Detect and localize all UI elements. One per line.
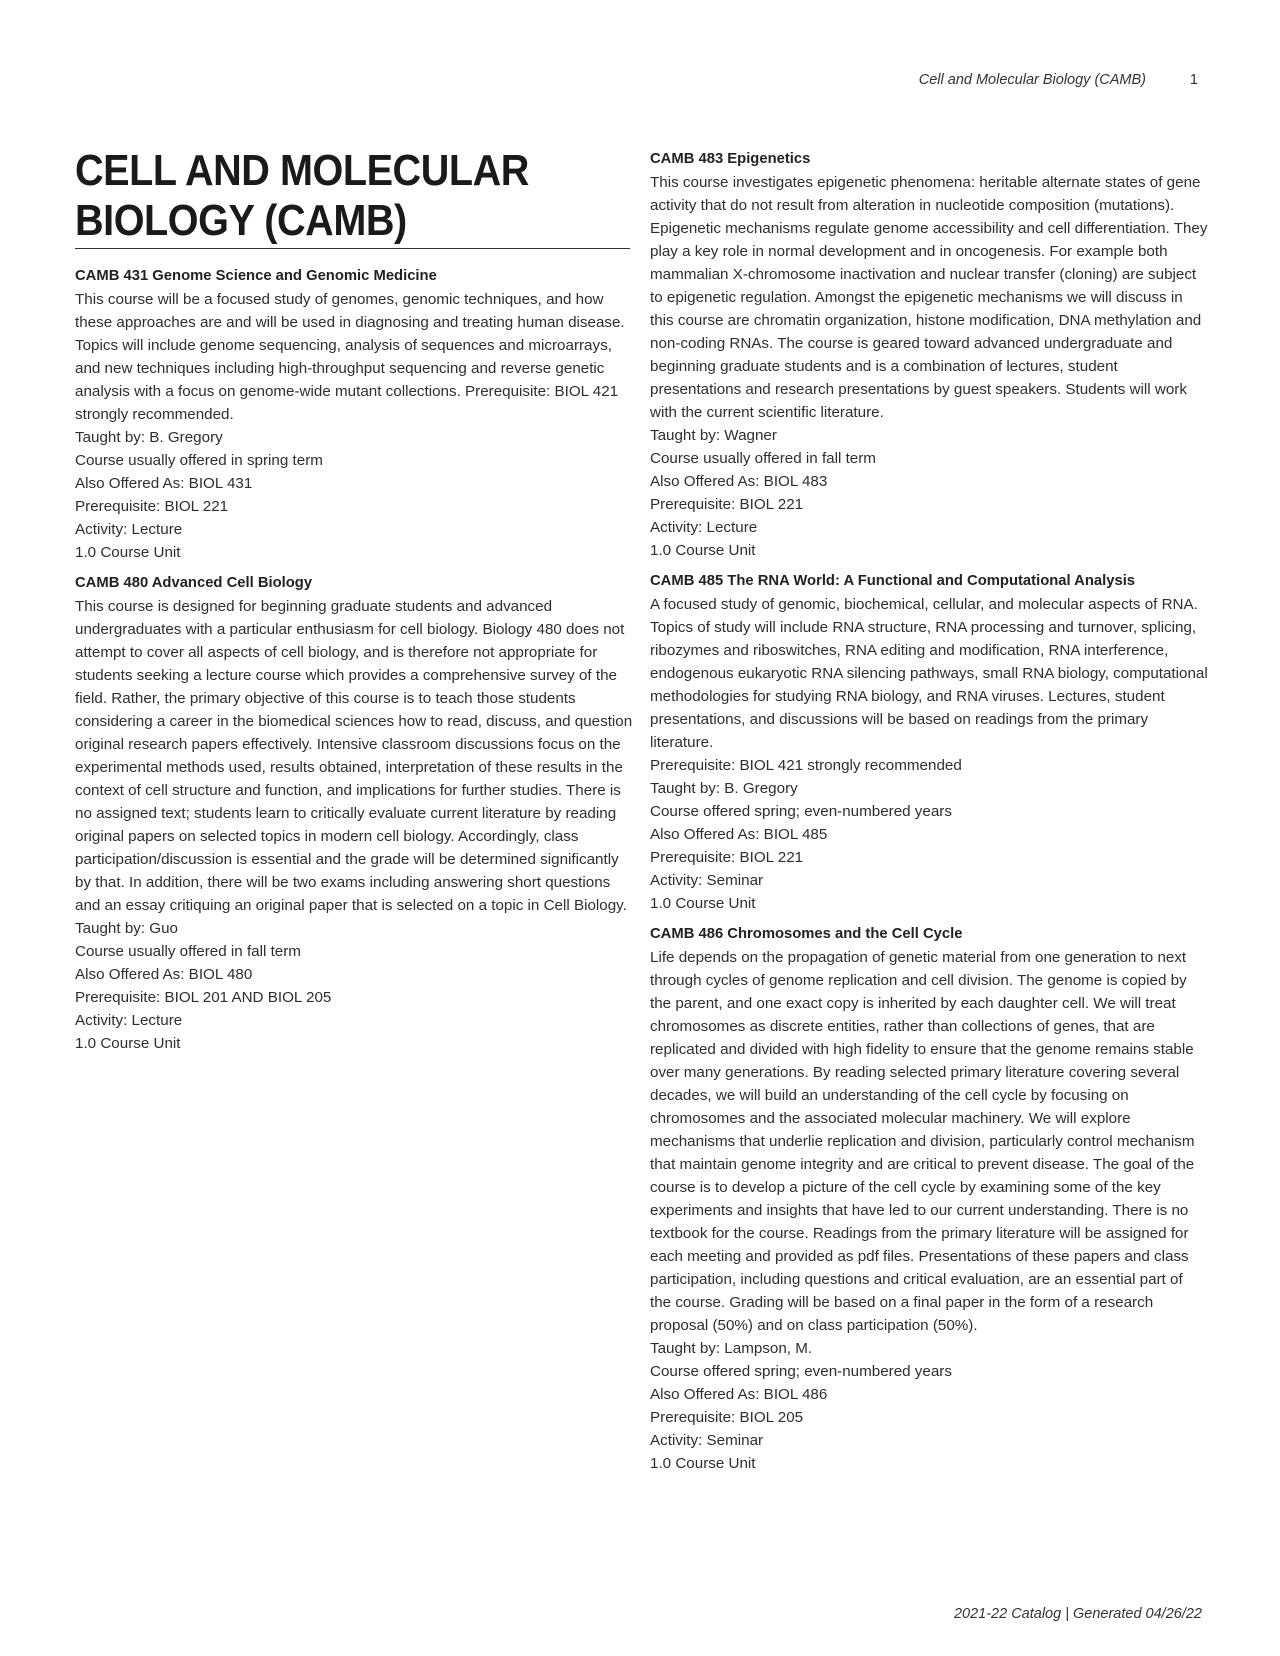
course-meta — [75, 917, 633, 1055]
activity: Activity: Seminar — [650, 872, 764, 889]
course-camb-480 — [75, 572, 633, 1055]
course-units: 1.0 Course Unit — [650, 542, 756, 559]
course-camb-483 — [650, 148, 1208, 562]
course-title: CAMB 483 Epigenetics — [650, 151, 811, 167]
page-title — [75, 146, 633, 246]
running-header — [0, 72, 1280, 94]
left-column — [75, 146, 633, 1063]
recommended-prerequisite: Prerequisite: BIOL 421 strongly recommended — [650, 757, 962, 774]
prerequisite: Prerequisite: BIOL 205 — [650, 1409, 804, 1426]
course-title: CAMB 480 Advanced Cell Biology — [75, 575, 313, 591]
course-title: CAMB 486 Chromosomes and the Cell Cycle — [650, 926, 963, 942]
also-offered-as: Also Offered As: BIOL 480 — [75, 966, 253, 983]
course-units: 1.0 Course Unit — [75, 544, 181, 561]
prerequisite: Prerequisite: BIOL 221 — [650, 849, 804, 866]
course-meta — [650, 424, 1208, 562]
page-title-line-2: BIOLOGY (CAMB) — [75, 196, 407, 245]
also-offered-as: Also Offered As: BIOL 486 — [650, 1386, 828, 1403]
course-meta — [650, 754, 1208, 915]
taught-by: Taught by: Guo — [75, 920, 179, 937]
right-column — [650, 146, 1208, 1483]
running-title: Cell and Molecular Biology (CAMB) — [918, 72, 1146, 88]
prerequisite: Prerequisite: BIOL 221 — [650, 496, 804, 513]
activity: Activity: Lecture — [650, 519, 758, 536]
course-units: 1.0 Course Unit — [75, 1035, 181, 1052]
course-title: CAMB 485 The RNA World: A Functional and Computational Analysis — [650, 573, 1136, 589]
course-units: 1.0 Course Unit — [650, 1455, 756, 1472]
term-offered: Course offered spring; even-numbered years — [650, 1363, 952, 1380]
taught-by: Taught by: B. Gregory — [75, 429, 223, 446]
course-description: This course investigates epigenetic phenomena: heritable alternate states of gene activity that do not result from alteration in nucleotide composition (mutations). Epigenetic mechanisms regulate genome accessibility and cell differentiation. They play a key role in normal development and in oncogenesis. For example both mammalian X-chromosome inactivation and nuclear transfer (cloning) are subject to epigenetic regulation. Amongst the epigenetic mechanisms we will discuss in this course are chromatin organization, histone modification, DNA methylation and non-coding RNAs. The course is geared toward advanced undergraduate and beginning graduate students and is a combination of lectures, student presentations and research presentations by guest speakers. Students will work with the current scientific literature. — [650, 174, 1208, 421]
course-description: This course is designed for beginning graduate students and advanced undergraduates with a particular enthusiasm for cell biology. Biology 480 does not attempt to cover all aspects of cell biology, and is therefore not appropriate for students seeking a lecture course which provides a comprehensive survey of the field. Rather, the primary objective of this course is to teach those students considering a career in the biomedical sciences how to read, discuss, and question original research papers effectively. Intensive classroom discussions focus on the experimental methods used, results obtained, interpretation of these results in the context of cell structure and function, and implications for further studies. There is no assigned text; students learn to critically evaluate current literature by reading original papers on selected topics in modern cell biology. Accordingly, class participation/discussion is essential and the grade will be determined significantly by that. In addition, there will be two exams including answering short questions and an essay critiquing an original paper that is selected on a topic in Cell Biology. — [75, 598, 633, 914]
course-camb-485 — [650, 570, 1208, 915]
activity: Activity: Seminar — [650, 1432, 764, 1449]
course-title: CAMB 431 Genome Science and Genomic Medicine — [75, 268, 437, 284]
term-offered: Course usually offered in spring term — [75, 452, 323, 469]
taught-by: Taught by: Wagner — [650, 427, 777, 444]
activity: Activity: Lecture — [75, 1012, 183, 1029]
taught-by: Taught by: B. Gregory — [650, 780, 798, 797]
course-description: A focused study of genomic, biochemical, cellular, and molecular aspects of RNA. Topics of study will include RNA structure, RNA processing and turnover, splicing, ribozymes and riboswitches, RNA editing and modification, RNA interference, endogenous eukaryotic RNA silencing pathways, small RNA biology, computational methodologies for studying RNA biology, and RNA viruses. Lectures, student presentations, and discussions will be based on readings from the primary literature. — [650, 596, 1208, 751]
course-camb-486 — [650, 923, 1208, 1475]
course-description: This course will be a focused study of genomes, genomic techniques, and how these approaches are and will be used in diagnosing and treating human disease. Topics will include genome sequencing, analysis of sequences and microarrays, and new techniques including high-throughput sequencing and reverse genetic analysis with a focus on genome-wide mutant collections. Prerequisite: BIOL 421 strongly recommended. — [75, 291, 625, 423]
course-camb-431 — [75, 265, 633, 564]
also-offered-as: Also Offered As: BIOL 485 — [650, 826, 828, 843]
taught-by: Taught by: Lampson, M. — [650, 1340, 813, 1357]
prerequisite: Prerequisite: BIOL 221 — [75, 498, 229, 515]
term-offered: Course usually offered in fall term — [650, 450, 876, 467]
page-title-line-1: CELL AND MOLECULAR — [75, 146, 529, 195]
prerequisite: Prerequisite: BIOL 201 AND BIOL 205 — [75, 989, 332, 1006]
page-number: 1 — [1189, 72, 1198, 88]
course-meta — [75, 426, 633, 564]
catalog-footer: 2021-22 Catalog | Generated 04/26/22 — [953, 1606, 1202, 1622]
also-offered-as: Also Offered As: BIOL 483 — [650, 473, 828, 490]
course-description: Life depends on the propagation of genetic material from one generation to next through cycles of genome replication and cell division. The genome is copied by the parent, and one exact copy is inherited by each daughter cell. We will treat chromosomes as discrete entities, rather than collections of genes, that are replicated and divided with high fidelity to ensure that the genome remains stable over many generations. By reading selected primary literature covering several decades, we will build an understanding of the cell cycle by focusing on chromosomes and the associated molecular machinery. We will explore mechanisms that underlie replication and division, particularly control mechanism that maintain genome integrity and are critical to prevent disease. The goal of the course is to develop a picture of the cell cycle by examining some of the key experiments and insights that have led to our current understanding. There is no textbook for the course. Readings from the primary literature will be assigned for each meeting and provided as pdf files. Presentations of these papers and class participation, including questions and critical evaluation, are an essential part of the course. Grading will be based on a final paper in the form of a research proposal (50%) and on class participation (50%). — [650, 949, 1195, 1334]
course-units: 1.0 Course Unit — [650, 895, 756, 912]
activity: Activity: Lecture — [75, 521, 183, 538]
term-offered: Course usually offered in fall term — [75, 943, 301, 960]
title-divider — [75, 248, 630, 249]
also-offered-as: Also Offered As: BIOL 431 — [75, 475, 253, 492]
course-meta — [650, 1337, 1208, 1475]
term-offered: Course offered spring; even-numbered years — [650, 803, 952, 820]
